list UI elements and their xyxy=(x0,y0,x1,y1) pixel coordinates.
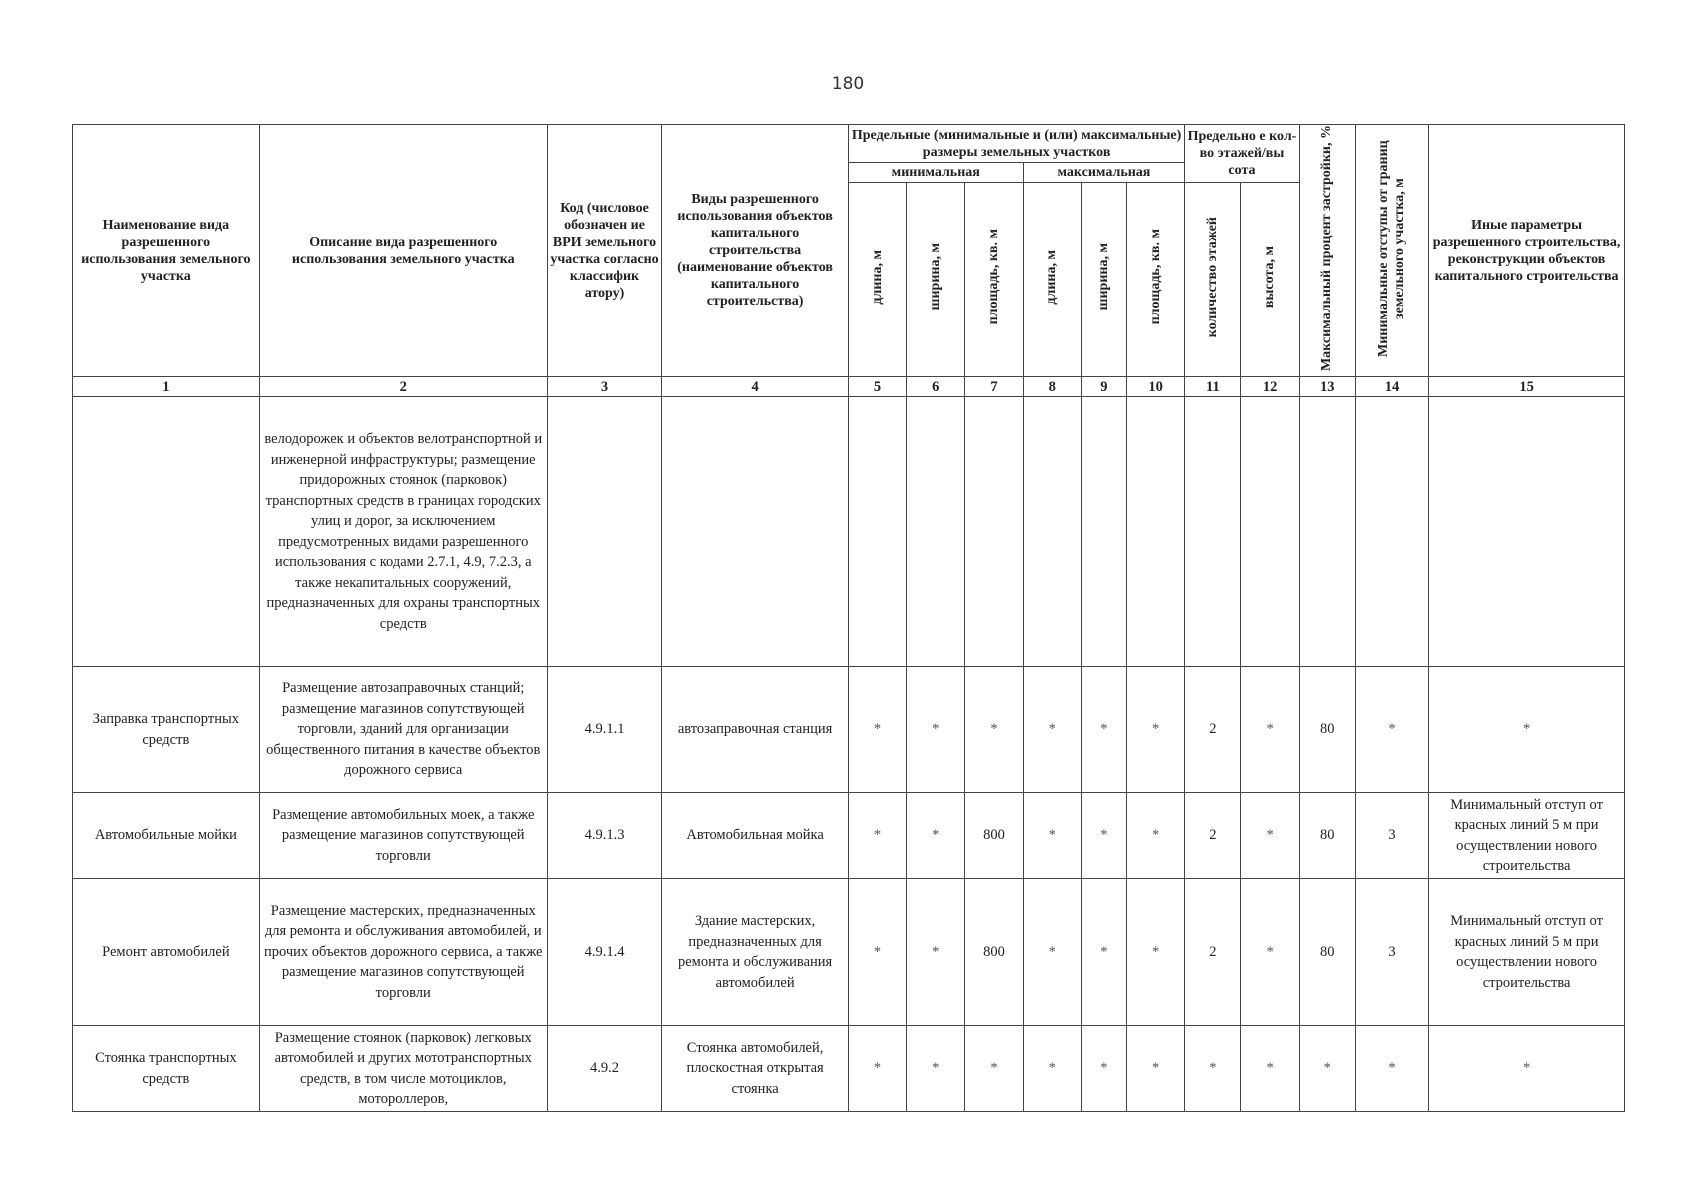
max-length-cell: * xyxy=(1023,1026,1081,1112)
column-number: 13 xyxy=(1299,377,1355,397)
max-width-cell: * xyxy=(1081,793,1126,879)
min-width-cell: * xyxy=(907,667,965,793)
setback-cell: 3 xyxy=(1355,793,1428,879)
max-area-cell: * xyxy=(1126,667,1184,793)
max-length-cell: * xyxy=(1023,793,1081,879)
table-row xyxy=(73,1026,1625,1112)
permitted-use-description: Размещение автозаправочных станций; размещение магазинов сопутствующей торговли, зданий для организации общественного питания в качестве объектов дорожного сервиса xyxy=(259,667,547,793)
permitted-use-name: Заправка транспортных средств xyxy=(73,667,260,793)
table-row xyxy=(73,879,1625,1026)
max-length-cell: * xyxy=(1023,667,1081,793)
column-number: 7 xyxy=(965,377,1023,397)
header-permitted-use-name: Наименование вида разрешенного использования земельного участка xyxy=(73,125,260,377)
min-length-cell: * xyxy=(848,667,906,793)
floor-count-cell: 2 xyxy=(1185,879,1241,1026)
permitted-use-name xyxy=(73,397,260,667)
column-number: 5 xyxy=(848,377,906,397)
max-area-cell xyxy=(1126,397,1184,667)
column-number: 14 xyxy=(1355,377,1428,397)
min-length-cell xyxy=(848,397,906,667)
column-number: 3 xyxy=(547,377,661,397)
setback-cell: * xyxy=(1355,667,1428,793)
coverage-cell: 80 xyxy=(1299,667,1355,793)
column-number: 12 xyxy=(1241,377,1299,397)
column-number: 8 xyxy=(1023,377,1081,397)
permitted-use-name: Стоянка транспортных средств xyxy=(73,1026,260,1112)
header-min-area: площадь, кв. м xyxy=(965,182,1023,376)
permitted-use-code: 4.9.1.1 xyxy=(547,667,661,793)
zoning-parameters-table xyxy=(72,124,1625,1112)
max-width-cell: * xyxy=(1081,667,1126,793)
column-number: 10 xyxy=(1126,377,1184,397)
table-row xyxy=(73,793,1625,879)
permitted-use-description: Размещение мастерских, предназначенных для ремонта и обслуживания автомобилей, и прочих объектов дорожного сервиса, а также размещение магазинов сопутствующей торговли xyxy=(259,879,547,1026)
column-number: 1 xyxy=(73,377,260,397)
other-parameters-cell xyxy=(1429,397,1625,667)
column-number: 15 xyxy=(1429,377,1625,397)
min-area-cell xyxy=(965,397,1023,667)
header-max-group: максимальная xyxy=(1023,163,1185,183)
height-cell: * xyxy=(1241,667,1299,793)
setback-cell: * xyxy=(1355,1026,1428,1112)
other-parameters-cell: Минимальный отступ от красных линий 5 м при осуществлении нового строительства xyxy=(1429,879,1625,1026)
setback-cell: 3 xyxy=(1355,879,1428,1026)
min-area-cell: 800 xyxy=(965,793,1023,879)
other-parameters-cell: Минимальный отступ от красных линий 5 м при осуществлении нового строительства xyxy=(1429,793,1625,879)
min-width-cell: * xyxy=(907,793,965,879)
min-length-cell: * xyxy=(848,879,906,1026)
header-floor-count: количество этажей xyxy=(1185,182,1241,376)
other-parameters-cell: * xyxy=(1429,1026,1625,1112)
max-area-cell: * xyxy=(1126,879,1184,1026)
coverage-cell: 80 xyxy=(1299,879,1355,1026)
permitted-use-code: 4.9.1.4 xyxy=(547,879,661,1026)
coverage-cell: 80 xyxy=(1299,793,1355,879)
header-height: высота, м xyxy=(1241,182,1299,376)
min-area-cell: * xyxy=(965,667,1023,793)
column-number: 2 xyxy=(259,377,547,397)
min-area-cell: * xyxy=(965,1026,1023,1112)
permitted-use-code xyxy=(547,397,661,667)
setback-cell xyxy=(1355,397,1428,667)
height-cell: * xyxy=(1241,793,1299,879)
permitted-use-code: 4.9.2 xyxy=(547,1026,661,1112)
height-cell xyxy=(1241,397,1299,667)
max-width-cell: * xyxy=(1081,879,1126,1026)
header-min-setbacks: Минимальные отступы от границ земельного участка, м xyxy=(1355,125,1428,377)
permitted-use-name: Автомобильные мойки xyxy=(73,793,260,879)
permitted-use-code: 4.9.1.3 xyxy=(547,793,661,879)
oks-type: Автомобильная мойка xyxy=(662,793,849,879)
oks-type xyxy=(662,397,849,667)
header-plot-size-limits: Предельные (минимальные и (или) максимальные) размеры земельных участков xyxy=(848,125,1184,163)
height-cell: * xyxy=(1241,1026,1299,1112)
header-oks-types: Виды разрешенного использования объектов капитального строительства (наименование объектов капитального строительства) xyxy=(662,125,849,377)
max-length-cell: * xyxy=(1023,879,1081,1026)
coverage-cell: * xyxy=(1299,1026,1355,1112)
permitted-use-description: велодорожек и объектов велотранспортной и инженерной инфраструктуры; размещение придорожных стоянок (парковок) транспортных средств в границах городских улиц и дорог, за исключением предусмотренных видами разрешенного использования с кодами 2.7.1, 4.9, 7.2.3, а также некапитальных сооружений, предназначенных для охраны транспортных средств xyxy=(259,397,547,667)
header-other-parameters: Иные параметры разрешенного строительства, реконструкции объектов капитального строительства xyxy=(1429,125,1625,377)
floor-count-cell: 2 xyxy=(1185,793,1241,879)
header-min-length: длина, м xyxy=(848,182,906,376)
max-width-cell: * xyxy=(1081,1026,1126,1112)
column-number: 11 xyxy=(1185,377,1241,397)
min-length-cell: * xyxy=(848,793,906,879)
header-floors-height-group: Предельно е кол-во этажей/вы сота xyxy=(1185,125,1299,183)
header-max-area: площадь, кв. м xyxy=(1126,182,1184,376)
column-number: 9 xyxy=(1081,377,1126,397)
header-max-coverage: Максимальный процент застройки, % xyxy=(1299,125,1355,377)
min-length-cell: * xyxy=(848,1026,906,1112)
max-area-cell: * xyxy=(1126,1026,1184,1112)
permitted-use-description: Размещение стоянок (парковок) легковых автомобилей и других мототранспортных средств, в том числе мотоциклов, мотороллеров, xyxy=(259,1026,547,1112)
height-cell: * xyxy=(1241,879,1299,1026)
column-number: 6 xyxy=(907,377,965,397)
oks-type: автозаправочная станция xyxy=(662,667,849,793)
oks-type: Здание мастерских, предназначенных для ремонта и обслуживания автомобилей xyxy=(662,879,849,1026)
floor-count-cell: * xyxy=(1185,1026,1241,1112)
permitted-use-description: Размещение автомобильных моек, а также размещение магазинов сопутствующей торговли xyxy=(259,793,547,879)
table-row xyxy=(73,667,1625,793)
other-parameters-cell: * xyxy=(1429,667,1625,793)
header-min-width: ширина, м xyxy=(907,182,965,376)
min-width-cell: * xyxy=(907,879,965,1026)
min-width-cell xyxy=(907,397,965,667)
min-area-cell: 800 xyxy=(965,879,1023,1026)
floor-count-cell: 2 xyxy=(1185,667,1241,793)
coverage-cell xyxy=(1299,397,1355,667)
header-description: Описание вида разрешенного использования земельного участка xyxy=(259,125,547,377)
table-row xyxy=(73,397,1625,667)
max-length-cell xyxy=(1023,397,1081,667)
column-number: 4 xyxy=(662,377,849,397)
max-area-cell: * xyxy=(1126,793,1184,879)
column-number-row xyxy=(73,377,1625,397)
header-code: Код (числовое обозначен ие ВРИ земельного участка согласно классифик атору) xyxy=(547,125,661,377)
max-width-cell xyxy=(1081,397,1126,667)
header-max-width: ширина, м xyxy=(1081,182,1126,376)
header-min-group: минимальная xyxy=(848,163,1023,183)
floor-count-cell xyxy=(1185,397,1241,667)
min-width-cell: * xyxy=(907,1026,965,1112)
page-number: 180 xyxy=(831,74,865,94)
header-max-length: длина, м xyxy=(1023,182,1081,376)
permitted-use-name: Ремонт автомобилей xyxy=(73,879,260,1026)
oks-type: Стоянка автомобилей, плоскостная открытая стоянка xyxy=(662,1026,849,1112)
